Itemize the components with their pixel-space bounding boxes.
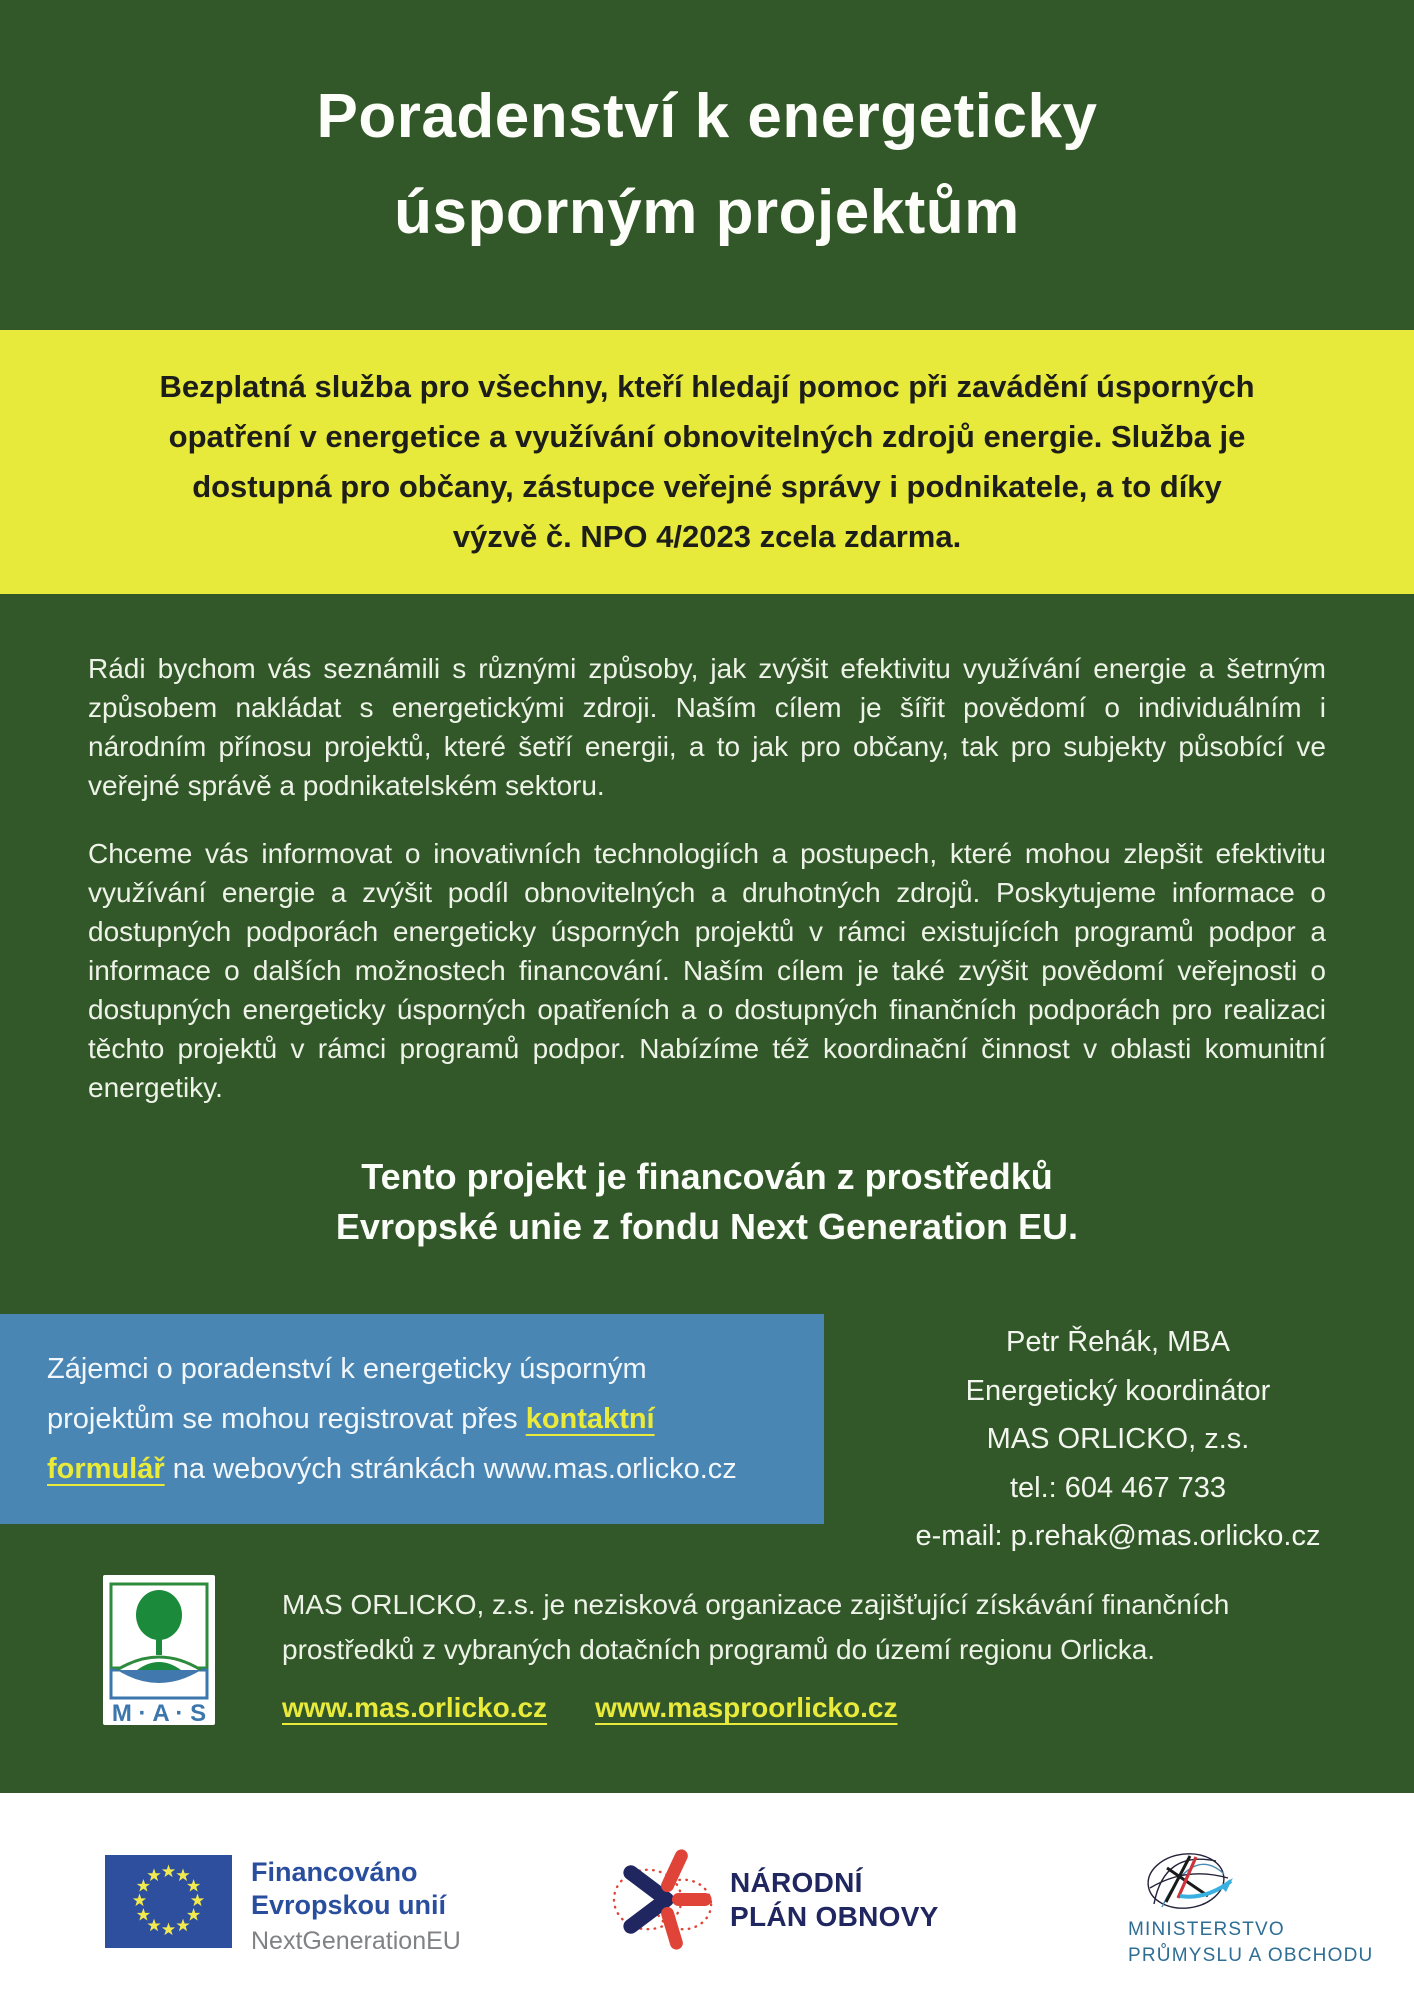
npo-line-2: PLÁN OBNOVY bbox=[730, 1901, 939, 1932]
contact-role: Energetický koordinátor bbox=[965, 1374, 1271, 1407]
contact-phone: tel.: 604 467 733 bbox=[1009, 1471, 1227, 1504]
contact-block bbox=[824, 1318, 1412, 1561]
contact-name: Petr Řehák, MBA bbox=[1005, 1326, 1231, 1358]
footer bbox=[0, 1793, 1414, 2000]
contact-organization: MAS ORLICKO, z.s. bbox=[986, 1423, 1250, 1455]
page-title-line-1: Poradenství k energeticky bbox=[316, 82, 1098, 151]
maspro-website-link[interactable]: www.masproorlicko.cz bbox=[595, 1692, 898, 1723]
mas-logo-icon bbox=[103, 1575, 215, 1725]
eu-funding-line-3: NextGenerationEU bbox=[251, 1927, 461, 1955]
mpo-line-2: PRŮMYSLU A OBCHODU bbox=[1128, 1945, 1374, 1966]
mas-website-link[interactable]: www.mas.orlicko.cz bbox=[282, 1692, 548, 1723]
npo-icon bbox=[610, 1843, 724, 1957]
funding-heading-line-1: Tento projekt je financován z prostředků bbox=[361, 1156, 1053, 1197]
intro-banner bbox=[0, 330, 1414, 594]
banner-line: Bezplatná služba pro všechny, kteří hledají pomoc při zavádění úsporných bbox=[159, 369, 1255, 404]
contact-email: e-mail: p.rehak@mas.orlicko.cz bbox=[915, 1520, 1321, 1552]
npo-text bbox=[730, 1866, 939, 1934]
mas-logo-letters: M · A · S bbox=[111, 1700, 207, 1725]
mas-description: MAS ORLICKO, z.s. je nezisková organizace zajišťující získávání finančních prostředků z vybraných dotačních programů do území regionu Orlicka. bbox=[282, 1589, 1230, 1665]
page-title-line-2: úsporným projektům bbox=[394, 178, 1020, 247]
banner-line: dostupná pro občany, zástupce veřejné správy i podnikatele, a to díky bbox=[192, 469, 1222, 504]
eu-flag-icon bbox=[105, 1855, 232, 1948]
funding-heading bbox=[0, 1152, 1414, 1252]
body-paragraph-2: Chceme vás informovat o inovativních technologiích a postupech, které mohou zlepšit efektivitu využívání energie a zvýšit podíl obnovitelných a druhotných zdrojů. Poskytujeme informace o dostupných podporách energeticky úsporných projektů v rámci existujících programů podpor a informace o dalších možnostech financování. Naším cílem je také zvýšit povědomí veřejnosti o dostupných energeticky úsporných opatřeních a o dostupných finančních podporách pro realizaci těchto projektů v rámci programů podpor. Nabízíme též koordinační činnost v oblasti komunitní energetiky. bbox=[88, 838, 1326, 1103]
header bbox=[0, 0, 1414, 330]
eu-funding-line-1: Financováno bbox=[251, 1857, 418, 1887]
body-paragraph-1: Rádi bychom vás seznámili s různými způsoby, jak zvýšit efektivitu využívání energie a šetrným způsobem nakládat s energetickými zdroji. Naším cílem je šířit povědomí o individuálním i národním přínosu projektů, které šetří energii, a to jak pro občany, tak pro subjekty působící ve veřejné správě a podnikatelském sektoru. bbox=[88, 653, 1326, 801]
mas-links-row bbox=[282, 1692, 897, 1724]
banner-line: opatření v energetice a využívání obnovitelných zdrojů energie. Služba je bbox=[168, 419, 1246, 454]
funding-heading-line-2: Evropské unie z fondu Next Generation EU. bbox=[335, 1206, 1079, 1247]
npo-line-1: NÁRODNÍ bbox=[730, 1867, 863, 1898]
mpo-line-1: MINISTERSTVO bbox=[1128, 1919, 1285, 1940]
eu-funding-line-2: Evropskou unií bbox=[251, 1890, 447, 1920]
mpo-globe-icon bbox=[1136, 1848, 1240, 1912]
mpo-block bbox=[1128, 1848, 1373, 1969]
registration-text bbox=[47, 1344, 778, 1494]
mpo-text bbox=[1128, 1917, 1373, 1969]
registration-text-after: na webových stránkách www.mas.orlicko.cz bbox=[164, 1453, 737, 1485]
banner-line: výzvě č. NPO 4/2023 zcela zdarma. bbox=[452, 519, 962, 554]
eu-funding-text bbox=[251, 1855, 461, 1957]
registration-box bbox=[0, 1314, 824, 1524]
eu-funding-block bbox=[105, 1855, 461, 1957]
npo-block bbox=[610, 1843, 939, 1957]
contact-form-link[interactable]: kontaktní formulář bbox=[47, 1403, 655, 1485]
registration-text-before: Zájemci o poradenství k energeticky úsporným projektům se mohou registrovat přes bbox=[47, 1353, 647, 1435]
